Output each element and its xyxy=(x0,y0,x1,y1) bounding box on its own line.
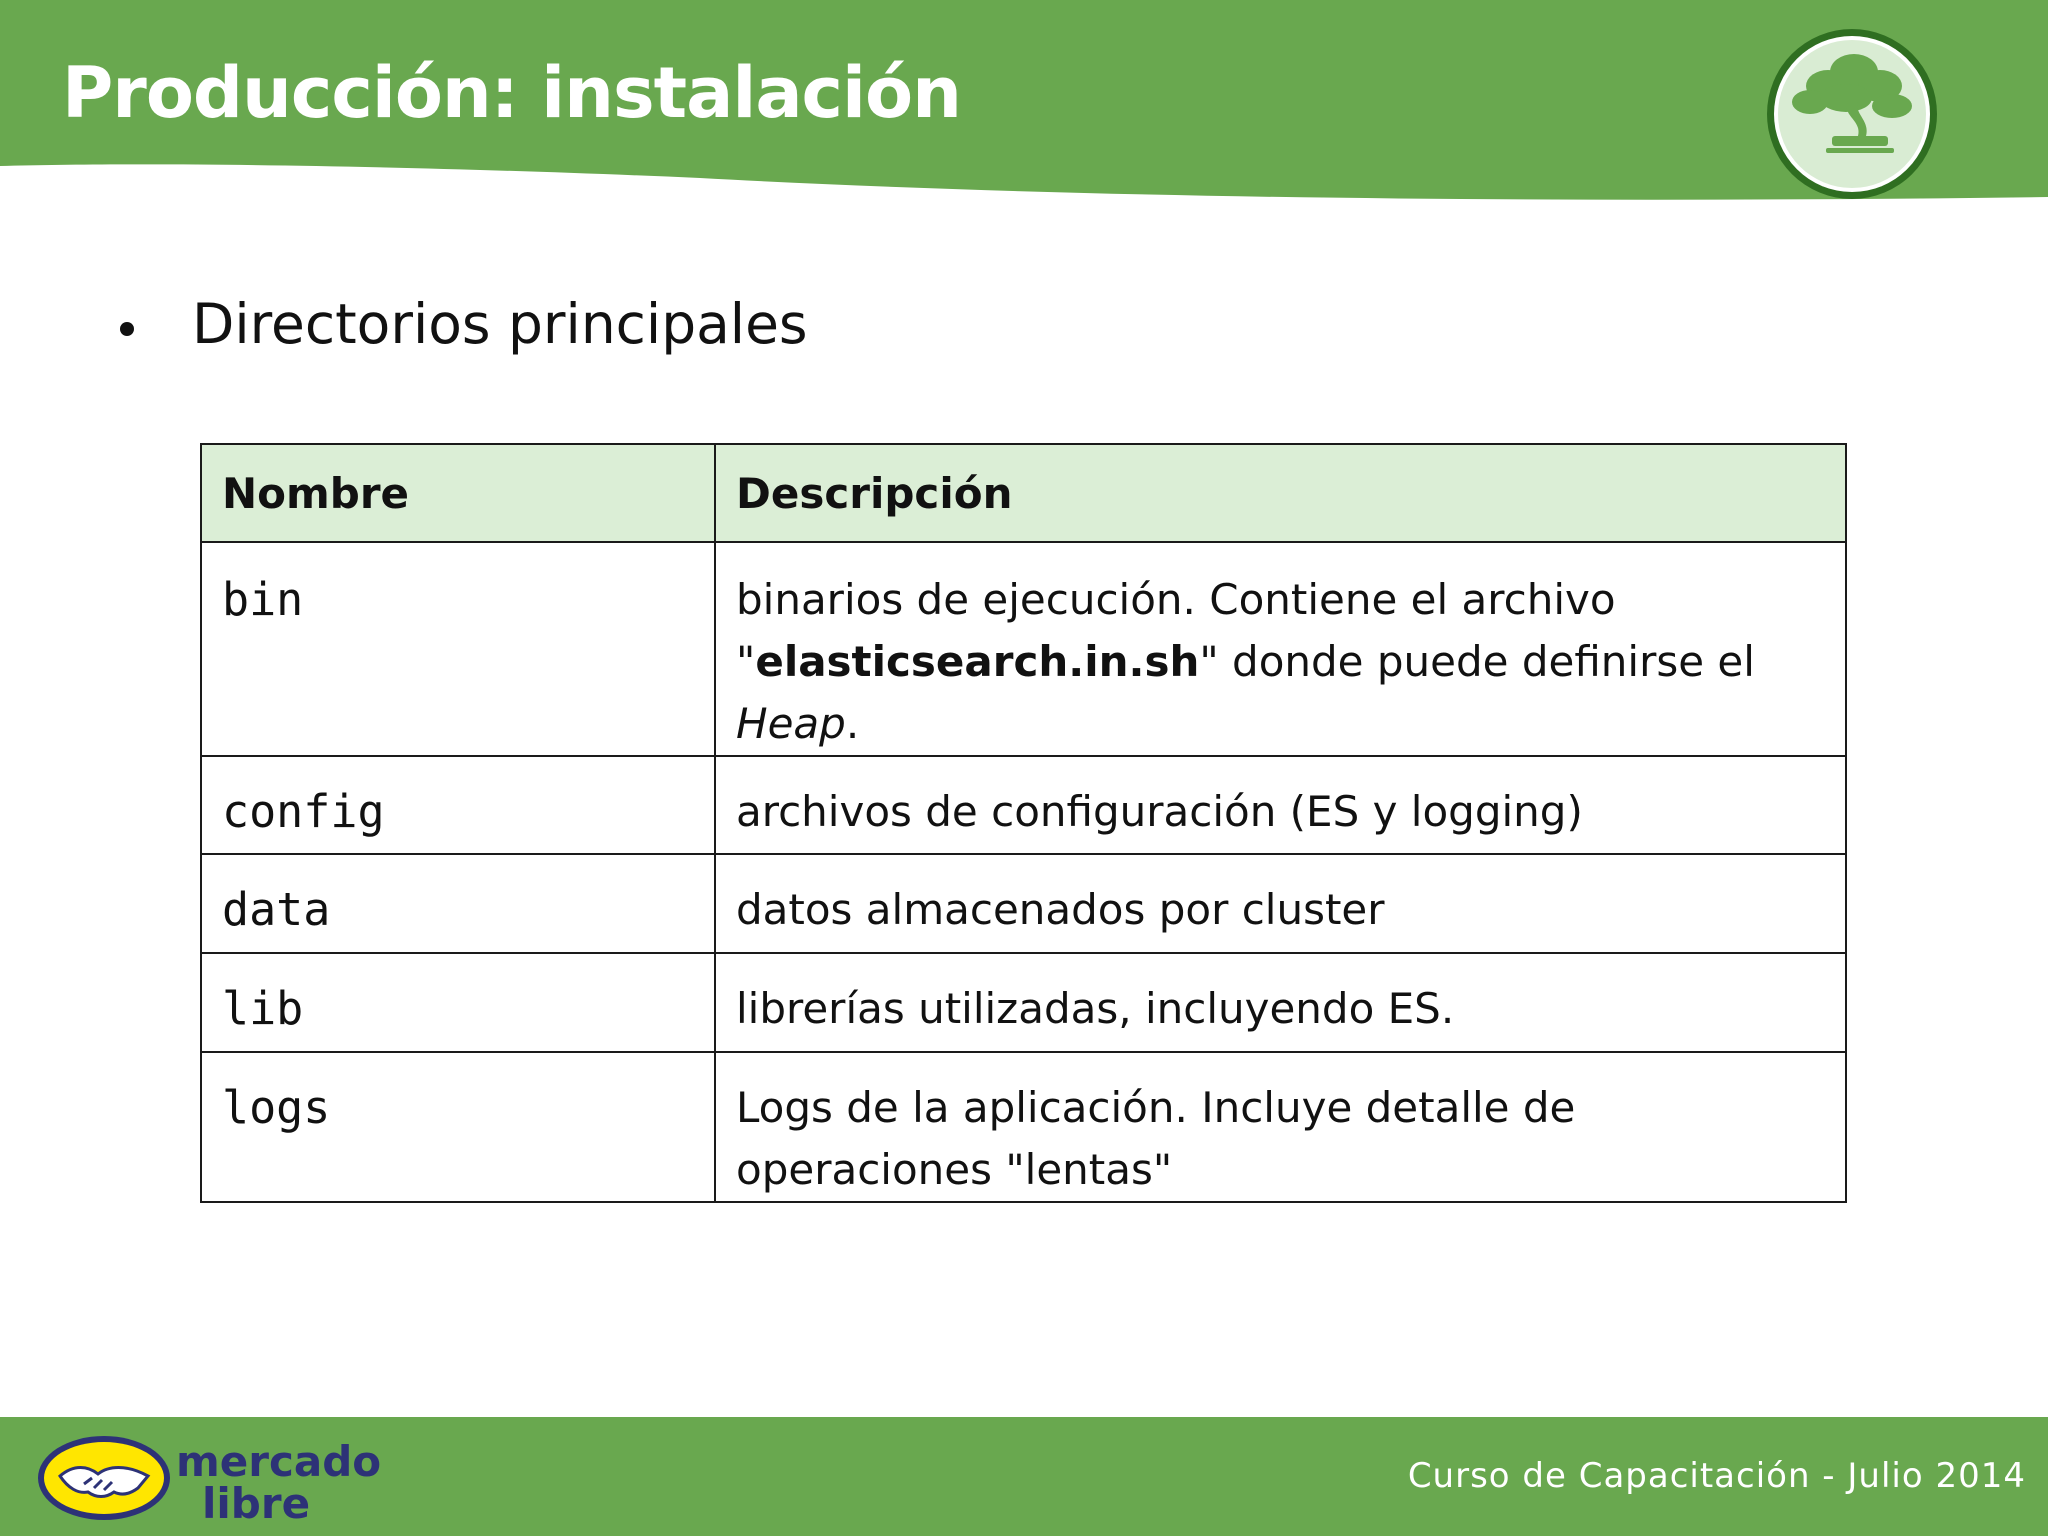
table-row xyxy=(201,1052,1846,1202)
slide-title: Producción: instalación xyxy=(62,52,961,134)
dir-desc-cell: Logs de la aplicación. Incluye detalle de operaciones "lentas" xyxy=(715,1052,1846,1202)
mercadolibre-logo xyxy=(34,1430,394,1526)
footer-caption: Curso de Capacitación - Julio 2014 xyxy=(1407,1456,2026,1496)
bonsai-tree-icon xyxy=(1762,24,1942,204)
table-header-row xyxy=(201,444,1846,542)
dir-desc-cell: datos almacenados por cluster xyxy=(715,854,1846,953)
bullet-item xyxy=(120,292,808,356)
dir-name-cell: logs xyxy=(201,1052,715,1202)
table-row xyxy=(201,542,1846,756)
handshake-icon xyxy=(38,1436,170,1520)
logo-word-mercado: mercado xyxy=(176,1437,382,1486)
dir-desc-cell xyxy=(715,542,1846,756)
desc-bold-filename: elasticsearch.in.sh xyxy=(755,637,1200,686)
desc-text: . xyxy=(845,699,860,748)
dir-name-cell: lib xyxy=(201,953,715,1052)
dir-name-cell: config xyxy=(201,756,715,854)
table-row xyxy=(201,953,1846,1052)
desc-text: " donde puede definirse el xyxy=(1199,637,1755,686)
bullet-dot xyxy=(120,322,134,336)
dir-name-cell: data xyxy=(201,854,715,953)
header-nombre: Nombre xyxy=(201,444,715,542)
dir-desc-cell: librerías utilizadas, incluyendo ES. xyxy=(715,953,1846,1052)
table-row xyxy=(201,854,1846,953)
bullet-text: Directorios principales xyxy=(192,292,808,356)
dir-name-cell: bin xyxy=(201,542,715,756)
dir-desc-cell: archivos de configuración (ES y logging) xyxy=(715,756,1846,854)
header-descripcion: Descripción xyxy=(715,444,1846,542)
table-row xyxy=(201,756,1846,854)
logo-word-libre: libre xyxy=(202,1479,311,1526)
desc-italic-term: Heap xyxy=(736,699,846,748)
desc-text: binarios de ejecución. Contiene el archivo " xyxy=(736,575,1616,686)
directories-table xyxy=(200,443,1847,1203)
